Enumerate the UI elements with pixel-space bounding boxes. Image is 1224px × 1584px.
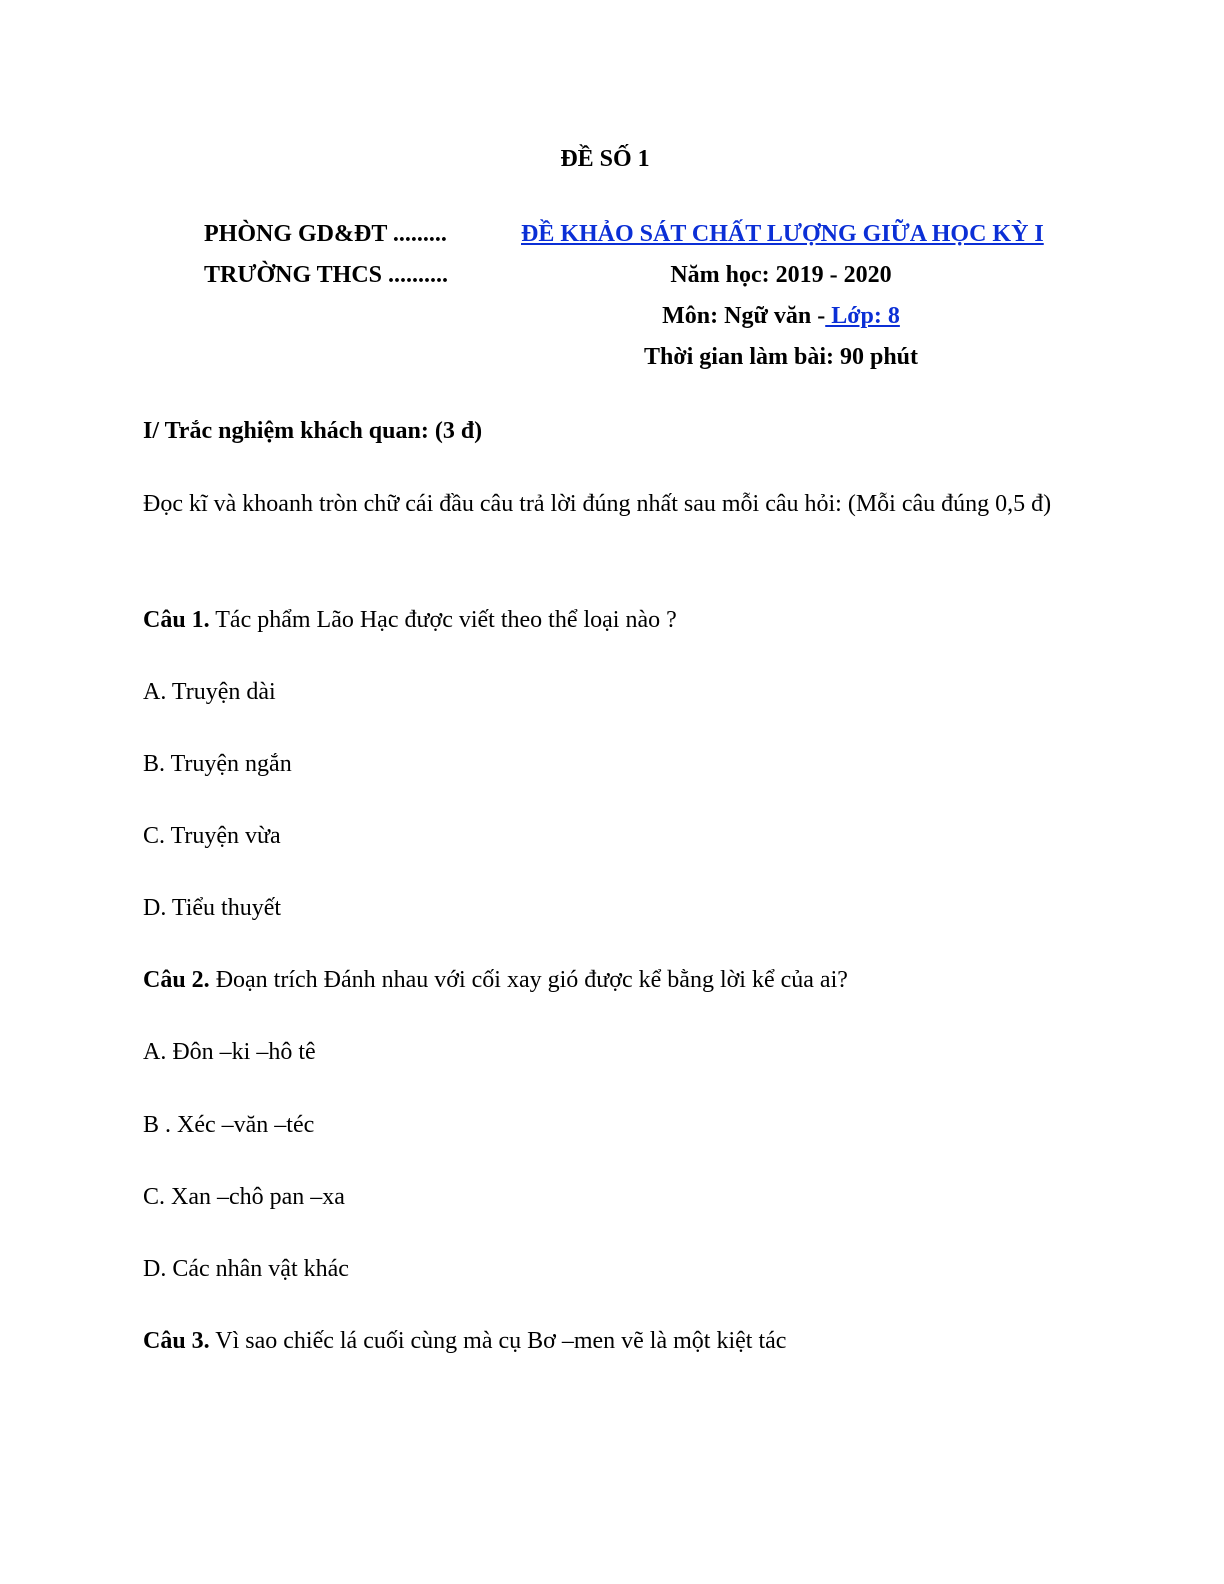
exam-title-link[interactable]: ĐỀ KHẢO SÁT CHẤT LƯỢNG GIỮA HỌC KỲ I [521,221,1044,247]
question-2-option-a: A. Đôn –ki –hô tê [143,1039,316,1065]
school-year: Năm học: 2019 - 2020 [670,262,892,288]
question-3 [143,1326,786,1356]
subject-line [521,301,1041,331]
question-1-text: Tác phẩm Lão Hạc được viết theo thể loại nào ? [209,607,677,633]
section-heading: I/ Trắc nghiệm khách quan: (3 đ) [143,418,483,444]
question-2-option-c: C. Xan –chô pan –xa [143,1184,345,1210]
question-2-label: Câu 2. [143,967,210,993]
question-1 [143,605,677,635]
question-3-label: Câu 3. [143,1328,210,1354]
exam-duration: Thời gian làm bài: 90 phút [643,344,919,370]
school-label: TRƯỜNG THCS .......... [204,262,449,288]
question-2-text: Đoạn trích Đánh nhau với cối xay gió được kể bằng lời kể của ai? [209,967,848,993]
question-1-option-d: D. Tiểu thuyết [143,895,282,921]
question-1-option-a: A. Truyện dài [143,679,276,705]
question-2-option-b: B . Xéc –văn –téc [143,1112,315,1138]
class-link[interactable]: Lớp: 8 [825,303,900,329]
question-1-label: Câu 1. [143,607,210,633]
document-title: ĐỀ SỐ 1 [560,146,650,172]
section-instruction: Đọc kĩ và khoanh tròn chữ cái đầu câu trả lời đúng nhất sau mỗi câu hỏi: (Mỗi câu đúng 0,5 đ) [143,491,1052,517]
question-1-option-c: C. Truyện vừa [143,823,281,849]
question-2-option-d: D. Các nhân vật khác [143,1256,349,1282]
subject-label: Môn: Ngữ văn - [662,303,826,329]
question-2 [143,965,848,995]
question-3-text: Vì sao chiếc lá cuối cùng mà cụ Bơ –men vẽ là một kiệt tác [209,1328,787,1354]
question-1-option-b: B. Truyện ngắn [143,751,292,777]
department-label: PHÒNG GD&ĐT ......... [204,221,447,247]
